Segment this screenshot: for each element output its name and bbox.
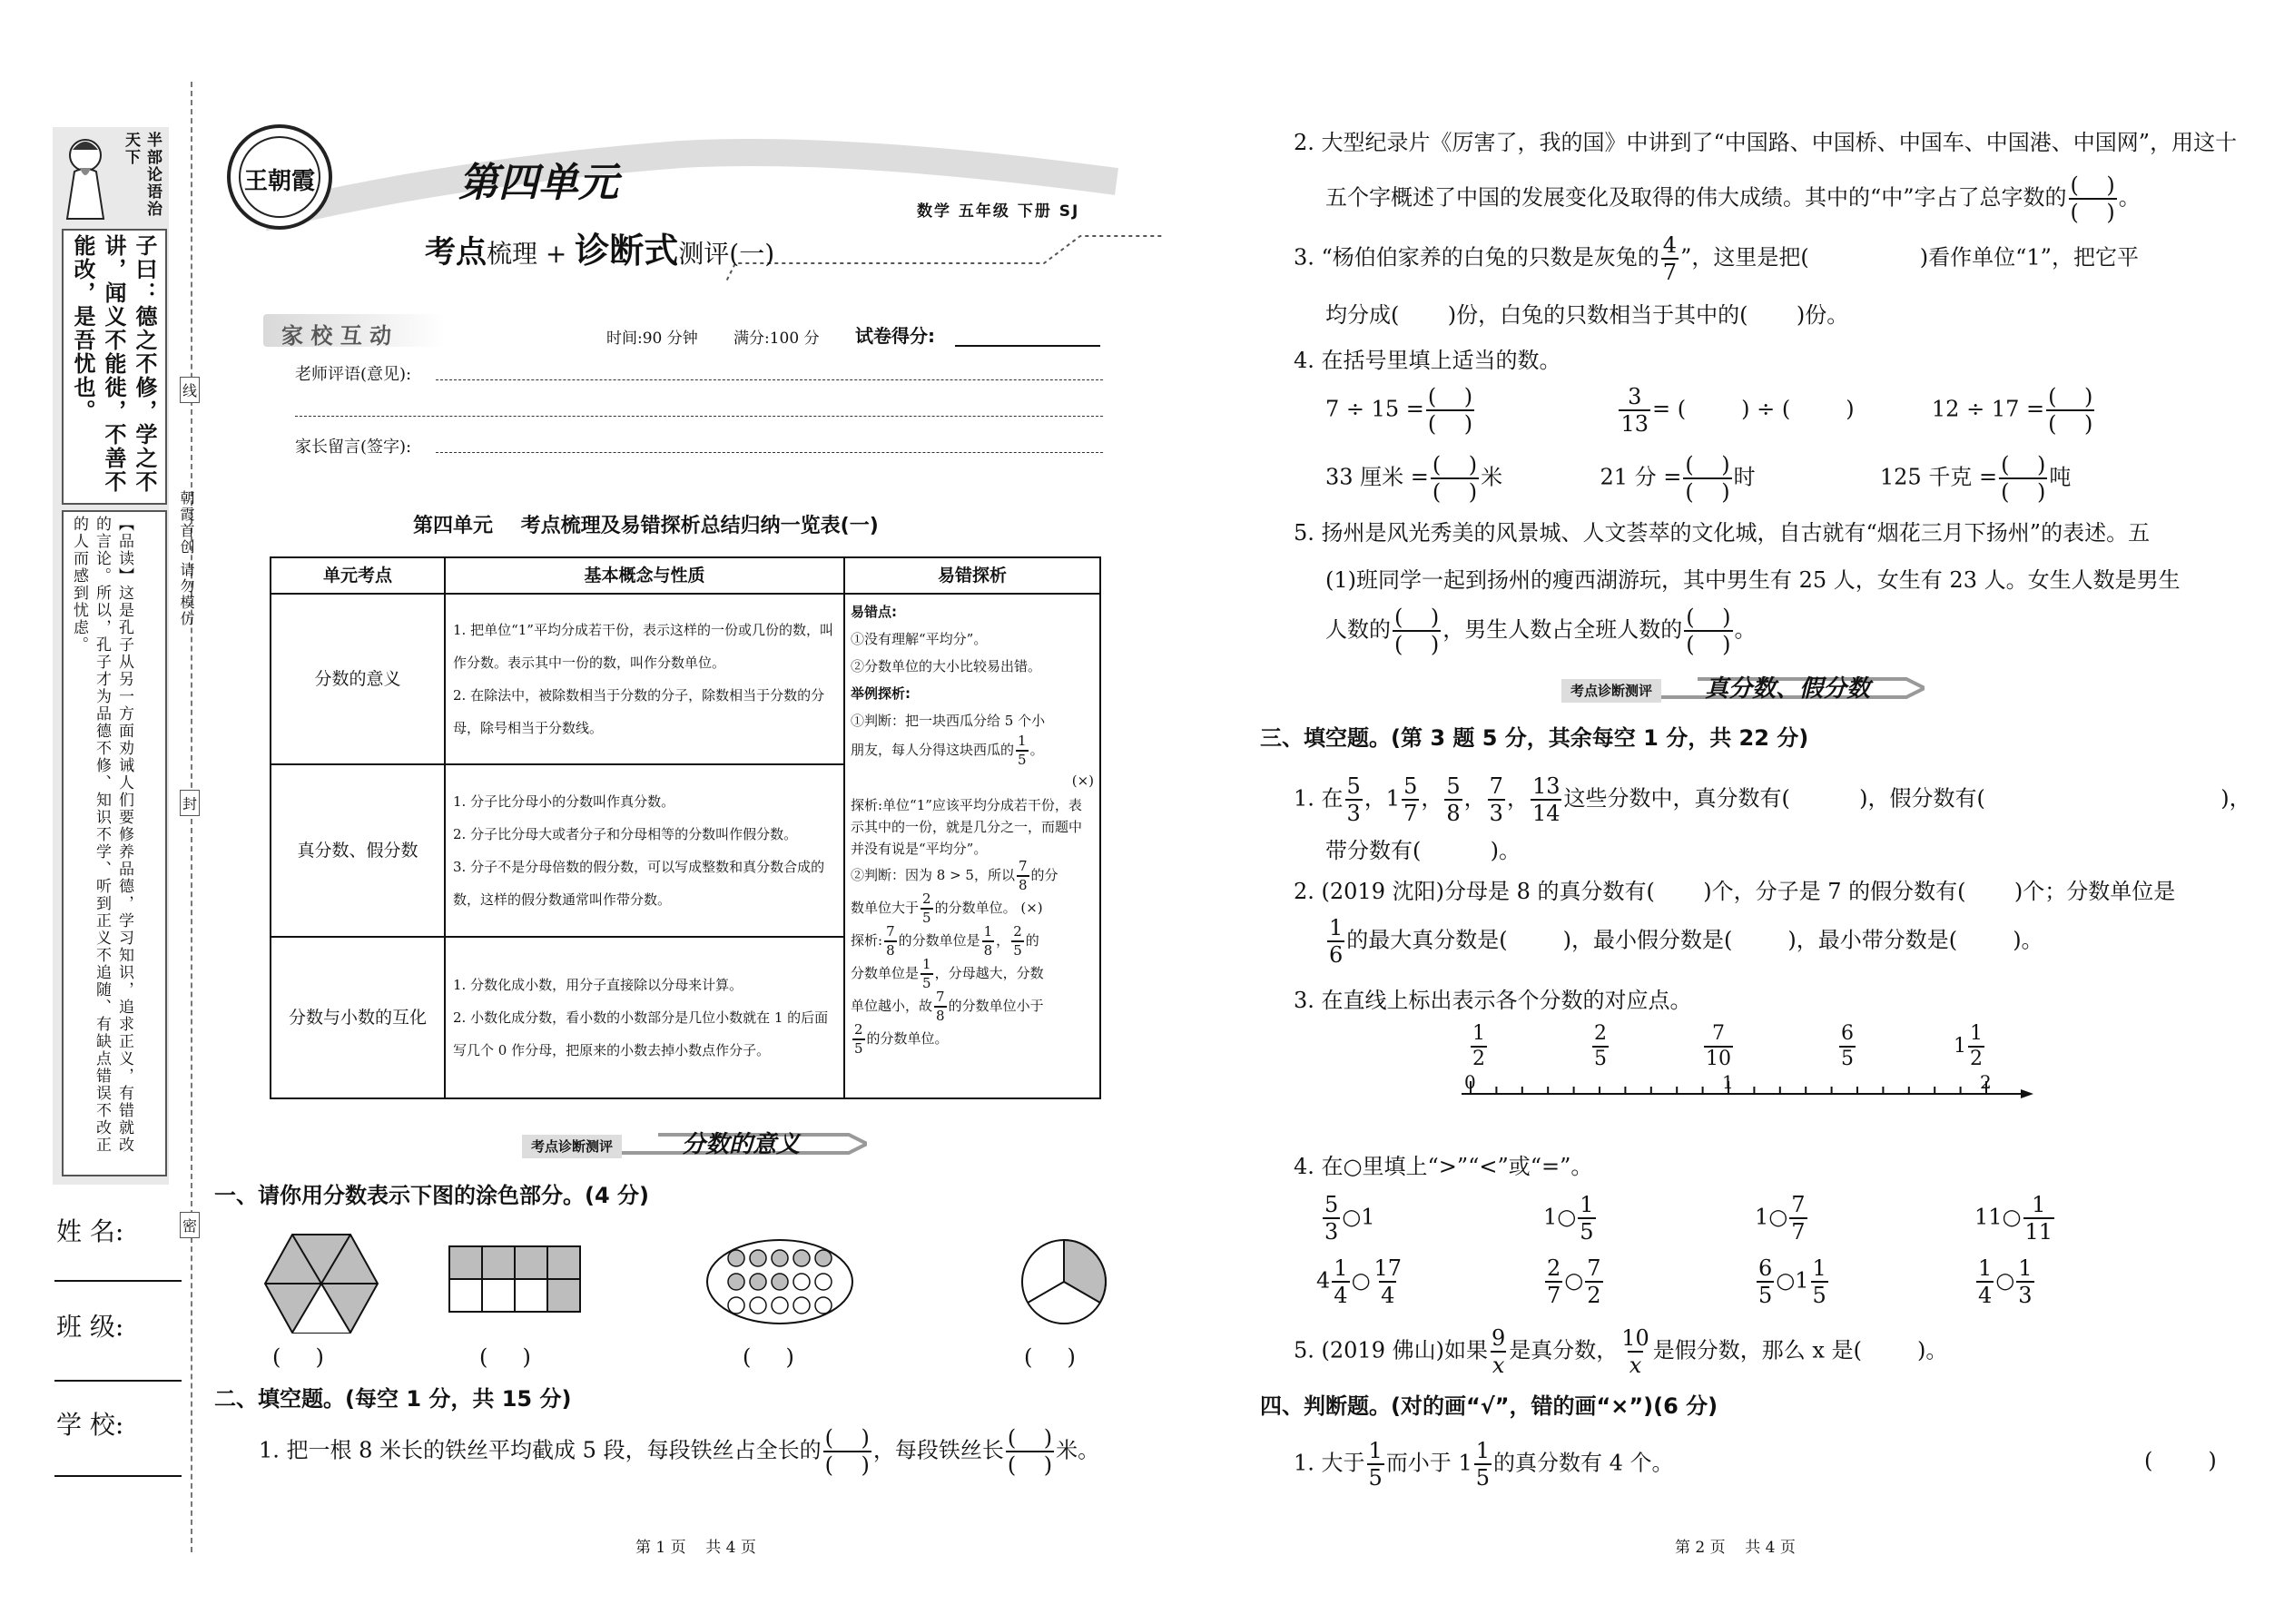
err-frac-7: $\frac{1}{5}$ bbox=[922, 956, 931, 991]
q3-frac-9-x: $\frac{9}{x}$ bbox=[1491, 1325, 1506, 1378]
convert-point-2: 2. 小数化成分数，看小数的小数部分是几位小数就在 1 的后面写几个 0 作分母，把原来的小数去掉小数点作分子。 bbox=[453, 1009, 829, 1058]
err-l8: ②判断：因为 8 > 5，所以 bbox=[851, 867, 1015, 883]
err-l10-row: 探析: $\frac{7}{8}$ 的分数单位是 $\frac{1}{8}$ ， $\frac{2}{5}$ 的 bbox=[851, 923, 1039, 959]
name-field[interactable] bbox=[54, 1280, 182, 1282]
q2-item-4-row1: 7 ÷ 15 = $\frac{( )}{( )}$ $\frac{3}{13}$ = ( ) ÷ ( ) 12 ÷ 17 = $\frac{( )}{( )}$ bbox=[1325, 384, 2093, 437]
q2-frac-3-13: $\frac{3}{13}$ bbox=[1620, 384, 1649, 437]
q2-blank-frac-8[interactable]: $\frac{( )}{( )}$ bbox=[2001, 452, 2046, 505]
name-label: 姓 名: bbox=[56, 1216, 124, 1246]
err-mark-2: (×) bbox=[1020, 900, 1043, 916]
err-l3: ②分数单位的大小比较易出错。 bbox=[851, 658, 1042, 674]
q4-answer-1[interactable]: ( ) bbox=[2144, 1448, 2217, 1473]
compare-circle-4[interactable]: ○ bbox=[2002, 1204, 2022, 1230]
q1-answer-4[interactable]: ( ) bbox=[1024, 1344, 1076, 1370]
school-label: 学 校: bbox=[56, 1410, 124, 1440]
q1-answer-1[interactable]: ( ) bbox=[272, 1344, 324, 1370]
topic-convert: 分数与小数的互化 bbox=[271, 937, 445, 1098]
grid-figure bbox=[448, 1245, 581, 1316]
compare-4: 11○ $\frac{1}{11}$ bbox=[1974, 1192, 2053, 1245]
q3-item-1b: 带分数有( )。 bbox=[1325, 838, 1521, 863]
compare-circle-3[interactable]: ○ bbox=[1768, 1204, 1788, 1230]
logo bbox=[225, 123, 334, 231]
page-subtitle bbox=[425, 222, 774, 272]
convert-point-1: 1. 分数化成小数，用分子直接除以分母来计算。 bbox=[453, 977, 743, 993]
q3-frac-1-6: $\frac{1}{6}$ bbox=[1329, 915, 1344, 968]
q2-item-5a: 5. 扬州是风光秀美的风景城、人文荟萃的文化城，自古就有“烟花三月下扬州”的表述。五 bbox=[1294, 520, 2151, 546]
q2-item-5c: 人数的 $\frac{( )}{( )}$ ，男生人数占全班人数的 $\frac{( )}{( )}$ 。 bbox=[1325, 605, 1757, 657]
parent-note-field[interactable] bbox=[436, 452, 1103, 453]
tick-label-0: 0 bbox=[1464, 1071, 1476, 1093]
q3-frac-label-5: 1 $\frac{1}{2}$ bbox=[1954, 1022, 1983, 1070]
topic-proper: 真分数、假分数 bbox=[271, 764, 445, 937]
q3-frac-label-3: $\frac{7}{10}$ bbox=[1706, 1022, 1731, 1070]
dot bbox=[750, 1250, 766, 1266]
quote-box bbox=[62, 229, 167, 505]
q2-blank-frac-6[interactable]: $\frac{( )}{( )}$ bbox=[1432, 452, 1478, 505]
compare-circle-6[interactable]: ○ bbox=[1564, 1267, 1584, 1294]
circle-figure bbox=[1019, 1236, 1109, 1331]
q3-item-4: 4. 在○里填上“>”“<”或“=”。 bbox=[1294, 1154, 1593, 1179]
q2-blank-frac-9[interactable]: $\frac{( )}{( )}$ bbox=[1394, 605, 1440, 657]
compare-2: 1○ $\frac{1}{5}$ bbox=[1543, 1192, 1594, 1245]
cut-mark-2: 封 bbox=[180, 790, 200, 816]
q2-blank-frac-5[interactable]: $\frac{( )}{( )}$ bbox=[2048, 384, 2093, 437]
dot bbox=[815, 1297, 832, 1314]
col-error: 易错探析 bbox=[844, 557, 1100, 594]
dot bbox=[728, 1274, 744, 1290]
parent-note-label: 家长留言(签字): bbox=[295, 438, 412, 457]
err-l6-row: 朋友，每人分得这块西瓜的 $\frac{1}{5}$ 。 bbox=[851, 733, 1044, 768]
summary-title: 第四单元 考点梳理及易错探析总结归纳一览表(一) bbox=[413, 515, 879, 537]
err-l13-row: $\frac{2}{5}$ 的分数单位。 bbox=[854, 1021, 949, 1057]
meaning-tag: 考点诊断测评 bbox=[522, 1135, 622, 1158]
dot bbox=[750, 1274, 766, 1290]
err-l11-row: 分数单位是 $\frac{1}{5}$ ，分母越大，分数 bbox=[851, 956, 1044, 991]
dot bbox=[793, 1297, 810, 1314]
q2-item-4-row2: 33 厘米 = $\frac{( )}{( )}$ 米 21 分 = $\frac{( )}{( )}$ 时 125 千克 = $\frac{( )}{( )}$ 吨 bbox=[1325, 452, 2072, 505]
compare-circle-8[interactable]: ○ bbox=[1995, 1267, 2015, 1294]
reading-note: 【品读】这是孔子从另一方面劝诫人们要修养品德，学习知识，追求正义，有错就改的言论。所以，孔子才为品德不修、知识不学、听到正义不追随、有缺点错误不改正的人而感到忧虑。 bbox=[70, 516, 133, 1154]
teacher-comment-label: 老师评语(意见): bbox=[295, 365, 412, 384]
margin-badge-text: 半部论语治天下 bbox=[122, 132, 162, 218]
err-frac-1: $\frac{1}{5}$ bbox=[1018, 733, 1027, 768]
q2-frac-4-7: $\frac{4}{7}$ bbox=[1662, 232, 1678, 285]
q3-item-1a: 1. 在 $\frac{5}{3}$ ，1 $\frac{5}{7}$ ， $\frac{5}{8}$ ， $\frac{7}{3}$ ， $\frac{13}{14}$ 这些分数中，真分数有( )，假分数有( )， bbox=[1294, 773, 2251, 826]
err-frac-2: $\frac{7}{8}$ bbox=[1018, 858, 1028, 893]
q1-answer-3[interactable]: ( ) bbox=[743, 1344, 794, 1370]
full-score: 满分:100 分 bbox=[733, 330, 820, 348]
q2-item-3a: 3. “杨伯伯家养的白兔的只数是灰兔的 $\frac{4}{7}$ ”，这里是把( )看作单位“1”，把它平 bbox=[1294, 232, 2139, 285]
cut-mark-1: 线 bbox=[180, 377, 200, 403]
proper-point-3: 3. 分子不是分母倍数的假分数，可以写成整数和真分数合成的数，这样的假分数通常叫作带分数。 bbox=[453, 859, 825, 908]
err-l6: 朋友，每人分得这块西瓜的 bbox=[851, 742, 1015, 758]
proper-title: 真分数、假分数 bbox=[1705, 675, 1871, 703]
err-mark-1: (×) bbox=[1071, 773, 1094, 789]
q3-item-2b: $\frac{1}{6}$ 的最大真分数是( )，最小假分数是( )，最小带分数是( )。 bbox=[1329, 915, 2043, 968]
err-frac-8: $\frac{7}{8}$ bbox=[936, 989, 945, 1024]
q2-item-2b: 五个字概述了中国的发展变化及取得的伟大成绩。其中的“中”字占了总字数的 $\frac{( )}{( )}$ 。 bbox=[1325, 172, 2141, 225]
compare-circle-5[interactable]: ○ bbox=[1351, 1267, 1371, 1294]
score-label: 试卷得分: bbox=[855, 325, 935, 347]
q3-frac-label-2: $\frac{2}{5}$ bbox=[1594, 1022, 1607, 1070]
compare-3: 1○ $\frac{7}{7}$ bbox=[1755, 1192, 1806, 1245]
err-l5: ①判断：把一块西瓜分给 5 个小 bbox=[851, 713, 1046, 729]
q2-blank-frac-2[interactable]: $\frac{( )}{( )}$ bbox=[1007, 1425, 1053, 1478]
exam-time: 时间:90 分钟 bbox=[606, 330, 698, 348]
teacher-comment-field[interactable] bbox=[436, 379, 1103, 380]
err-frac-9: $\frac{2}{5}$ bbox=[854, 1021, 863, 1057]
confucius-quote: 子曰：德之不修，学之不讲，闻义不能徙，不善不能改，是吾忧也。 bbox=[70, 234, 158, 494]
topic-meaning: 分数的意义 bbox=[271, 594, 445, 764]
err-frac-3: $\frac{2}{5}$ bbox=[922, 891, 931, 926]
q1-answer-2[interactable]: ( ) bbox=[479, 1344, 531, 1370]
q2-item-1: 1. 把一根 8 米长的铁丝平均截成 5 段，每段铁丝占全长的 $\frac{( )}{( )}$ ，每段铁丝长 $\frac{( )}{( )}$ 米。 bbox=[259, 1425, 1100, 1478]
reading-box bbox=[62, 510, 167, 1176]
q3-frac-label-1: $\frac{1}{2}$ bbox=[1472, 1022, 1485, 1070]
score-field[interactable] bbox=[955, 345, 1100, 347]
col-concept: 基本概念与性质 bbox=[445, 557, 844, 594]
err-l1: 易错点: bbox=[851, 604, 897, 620]
dot bbox=[815, 1250, 832, 1266]
compare-circle-1[interactable]: ○ bbox=[1342, 1204, 1362, 1230]
q3-item-3: 3. 在直线上标出表示各个分数的对应点。 bbox=[1294, 988, 1692, 1013]
unit-title: 第四单元 bbox=[458, 160, 618, 206]
q3-frac-1-5-7: $\frac{5}{7}$ bbox=[1403, 773, 1418, 826]
err-frac-6: $\frac{2}{5}$ bbox=[1013, 923, 1022, 959]
section-banner-proper bbox=[1561, 670, 1925, 708]
q2-blank-frac-1[interactable]: $\frac{( )}{( )}$ bbox=[824, 1425, 870, 1478]
confucius-icon bbox=[56, 132, 118, 222]
dot bbox=[772, 1250, 788, 1266]
q3-frac-7-3: $\frac{7}{3}$ bbox=[1489, 773, 1503, 826]
dot bbox=[793, 1274, 810, 1290]
q2-blank-frac-10[interactable]: $\frac{( )}{( )}$ bbox=[1686, 605, 1731, 657]
dot bbox=[772, 1274, 788, 1290]
class-field[interactable] bbox=[54, 1380, 182, 1382]
compare-8: $\frac{1}{4}$ ○ $\frac{1}{3}$ bbox=[1978, 1255, 2033, 1308]
compare-7: $\frac{6}{5}$ ○1 $\frac{1}{5}$ bbox=[1758, 1255, 1826, 1308]
meaning-title: 分数的意义 bbox=[682, 1131, 801, 1158]
q3-title: 三、填空题。(第 3 题 5 分，其余每空 1 分，共 22 分) bbox=[1260, 725, 1809, 751]
q3-frac-13-14: $\frac{13}{14}$ bbox=[1531, 773, 1561, 826]
q2-title: 二、填空题。(每空 1 分，共 15 分) bbox=[214, 1386, 572, 1412]
subtitle-a: 考点 bbox=[425, 234, 487, 271]
dot bbox=[815, 1274, 832, 1290]
q3-frac-5-3: $\frac{5}{3}$ bbox=[1346, 773, 1361, 826]
brand-note: 朝霞首创 请勿模仿 bbox=[178, 490, 195, 628]
err-l12-row: 单位越小，故 $\frac{7}{8}$ 的分数单位小于 bbox=[851, 989, 1044, 1024]
compare-circle-7[interactable]: ○ bbox=[1776, 1267, 1796, 1294]
summary-table bbox=[270, 556, 1101, 1099]
class-label: 班 级: bbox=[56, 1312, 124, 1342]
teacher-comment-field-2[interactable] bbox=[295, 416, 1103, 417]
hexagon-figure bbox=[263, 1233, 379, 1338]
subtitle-c: 诊断式 bbox=[575, 231, 679, 271]
footer-right: 第 2 页 共 4 页 bbox=[1675, 1539, 1796, 1557]
err-frac-4: $\frac{7}{8}$ bbox=[886, 923, 895, 959]
err-l9-row: 数单位大于 $\frac{2}{5}$ 的分数单位。 (×) bbox=[851, 891, 1043, 926]
err-l7: 探析:单位“1”应该平均分成若干份，表示其中的一份，就是几分之一，而题中并没有说是“平均分”。 bbox=[851, 797, 1083, 857]
dot bbox=[793, 1250, 810, 1266]
q4-item-1: 1. 大于 $\frac{1}{5}$ 而小于 1 $\frac{1}{5}$ 的真分数有 4 个。 bbox=[1294, 1438, 1674, 1491]
q4-title: 四、判断题。(对的画“√”，错的画“×”)(6 分) bbox=[1260, 1393, 1718, 1419]
subtitle-d: 测评(一) bbox=[678, 239, 775, 269]
book-info: 数学 五年级 下册 SJ bbox=[917, 202, 1080, 221]
footer-left: 第 1 页 共 4 页 bbox=[635, 1539, 756, 1557]
q3-item-5: 5. (2019 佛山)如果 $\frac{9}{x}$ 是真分数， $\frac{10}{x}$ 是假分数，那么 x 是( )。 bbox=[1294, 1325, 1948, 1378]
q2-item-5b: (1)班同学一起到扬州的瘦西湖游玩，其中男生有 25 人，女生有 23 人。女生人数是男生 bbox=[1325, 567, 2181, 593]
ellipse-dots-figure bbox=[704, 1236, 855, 1331]
subtitle-b: 梳理 + bbox=[487, 239, 576, 269]
q2-item-2a: 2. 大型纪录片《厉害了，我的国》中讲到了“中国路、中国桥、中国车、中国港、中国网”，用这十 bbox=[1294, 130, 2238, 155]
logo-text: 王朝霞 bbox=[243, 168, 315, 195]
compare-1: $\frac{5}{3}$ ○1 bbox=[1324, 1192, 1375, 1245]
home-school-label: 家 校 互 动 bbox=[281, 323, 392, 349]
q3-frac-label-4: $\frac{6}{5}$ bbox=[1841, 1022, 1854, 1070]
err-l4: 举例探析: bbox=[851, 685, 911, 702]
q2-blank-frac-3[interactable]: $\frac{( )}{( )}$ bbox=[2070, 172, 2115, 225]
tick-label-1: 1 bbox=[1722, 1071, 1734, 1093]
number-line bbox=[1452, 1021, 2033, 1103]
compare-circle-2[interactable]: ○ bbox=[1557, 1204, 1577, 1230]
err-l8-row: ②判断：因为 8 > 5，所以 $\frac{7}{8}$ 的分 bbox=[851, 858, 1058, 893]
q3-frac-10-x: $\frac{10}{x}$ bbox=[1621, 1325, 1649, 1378]
compare-6: $\frac{2}{7}$ ○ $\frac{7}{2}$ bbox=[1547, 1255, 1601, 1308]
error-analysis bbox=[844, 594, 1100, 1098]
tick-label-2: 2 bbox=[1980, 1071, 1992, 1093]
dot bbox=[728, 1250, 744, 1266]
proper-point-1: 1. 分子比分母小的分数叫作真分数。 bbox=[453, 793, 675, 810]
section-banner-meaning bbox=[522, 1126, 867, 1164]
q2-item-3b: 均分成( )份，白兔的只数相当于其中的( )份。 bbox=[1325, 302, 1849, 328]
compare-5: 4 $\frac{1}{4}$ ○ $\frac{17}{4}$ bbox=[1316, 1255, 1403, 1308]
dot bbox=[728, 1297, 744, 1314]
dot bbox=[750, 1297, 766, 1314]
meaning-point-2: 2. 在除法中，被除数相当于分数的分子，除数相当于分数的分母，除号相当于分数线。 bbox=[453, 687, 825, 736]
err-frac-5: $\frac{1}{8}$ bbox=[983, 923, 993, 959]
cut-line bbox=[191, 82, 192, 1552]
err-l2: ①没有理解“平均分”。 bbox=[851, 631, 988, 647]
proper-tag: 考点诊断测评 bbox=[1561, 679, 1661, 703]
q2-blank-frac-4[interactable]: $\frac{( )}{( )}$ bbox=[1427, 384, 1473, 437]
q3-item-2a: 2. (2019 沈阳)分母是 8 的真分数有( )个，分子是 7 的假分数有( )个；分数单位是 bbox=[1294, 879, 2176, 904]
margin-badge bbox=[56, 132, 165, 222]
q3-frac-5-8: $\frac{5}{8}$ bbox=[1446, 773, 1461, 826]
proper-point-2: 2. 分子比分母大或者分子和分母相等的分数叫作假分数。 bbox=[453, 826, 798, 842]
school-field[interactable] bbox=[54, 1475, 182, 1477]
meaning-point-1: 1. 把单位“1”平均分成若干份，表示这样的一份或几份的数，叫作分数。表示其中一份的数，叫作分数单位。 bbox=[453, 622, 833, 671]
q2-blank-frac-7[interactable]: $\frac{( )}{( )}$ bbox=[1685, 452, 1730, 505]
cut-mark-3: 密 bbox=[180, 1212, 200, 1238]
col-topic: 单元考点 bbox=[271, 557, 445, 594]
q2-item-4: 4. 在括号里填上适当的数。 bbox=[1294, 348, 1561, 373]
dot bbox=[772, 1297, 788, 1314]
q1-title: 一、请你用分数表示下图的涂色部分。(4 分) bbox=[214, 1183, 649, 1208]
